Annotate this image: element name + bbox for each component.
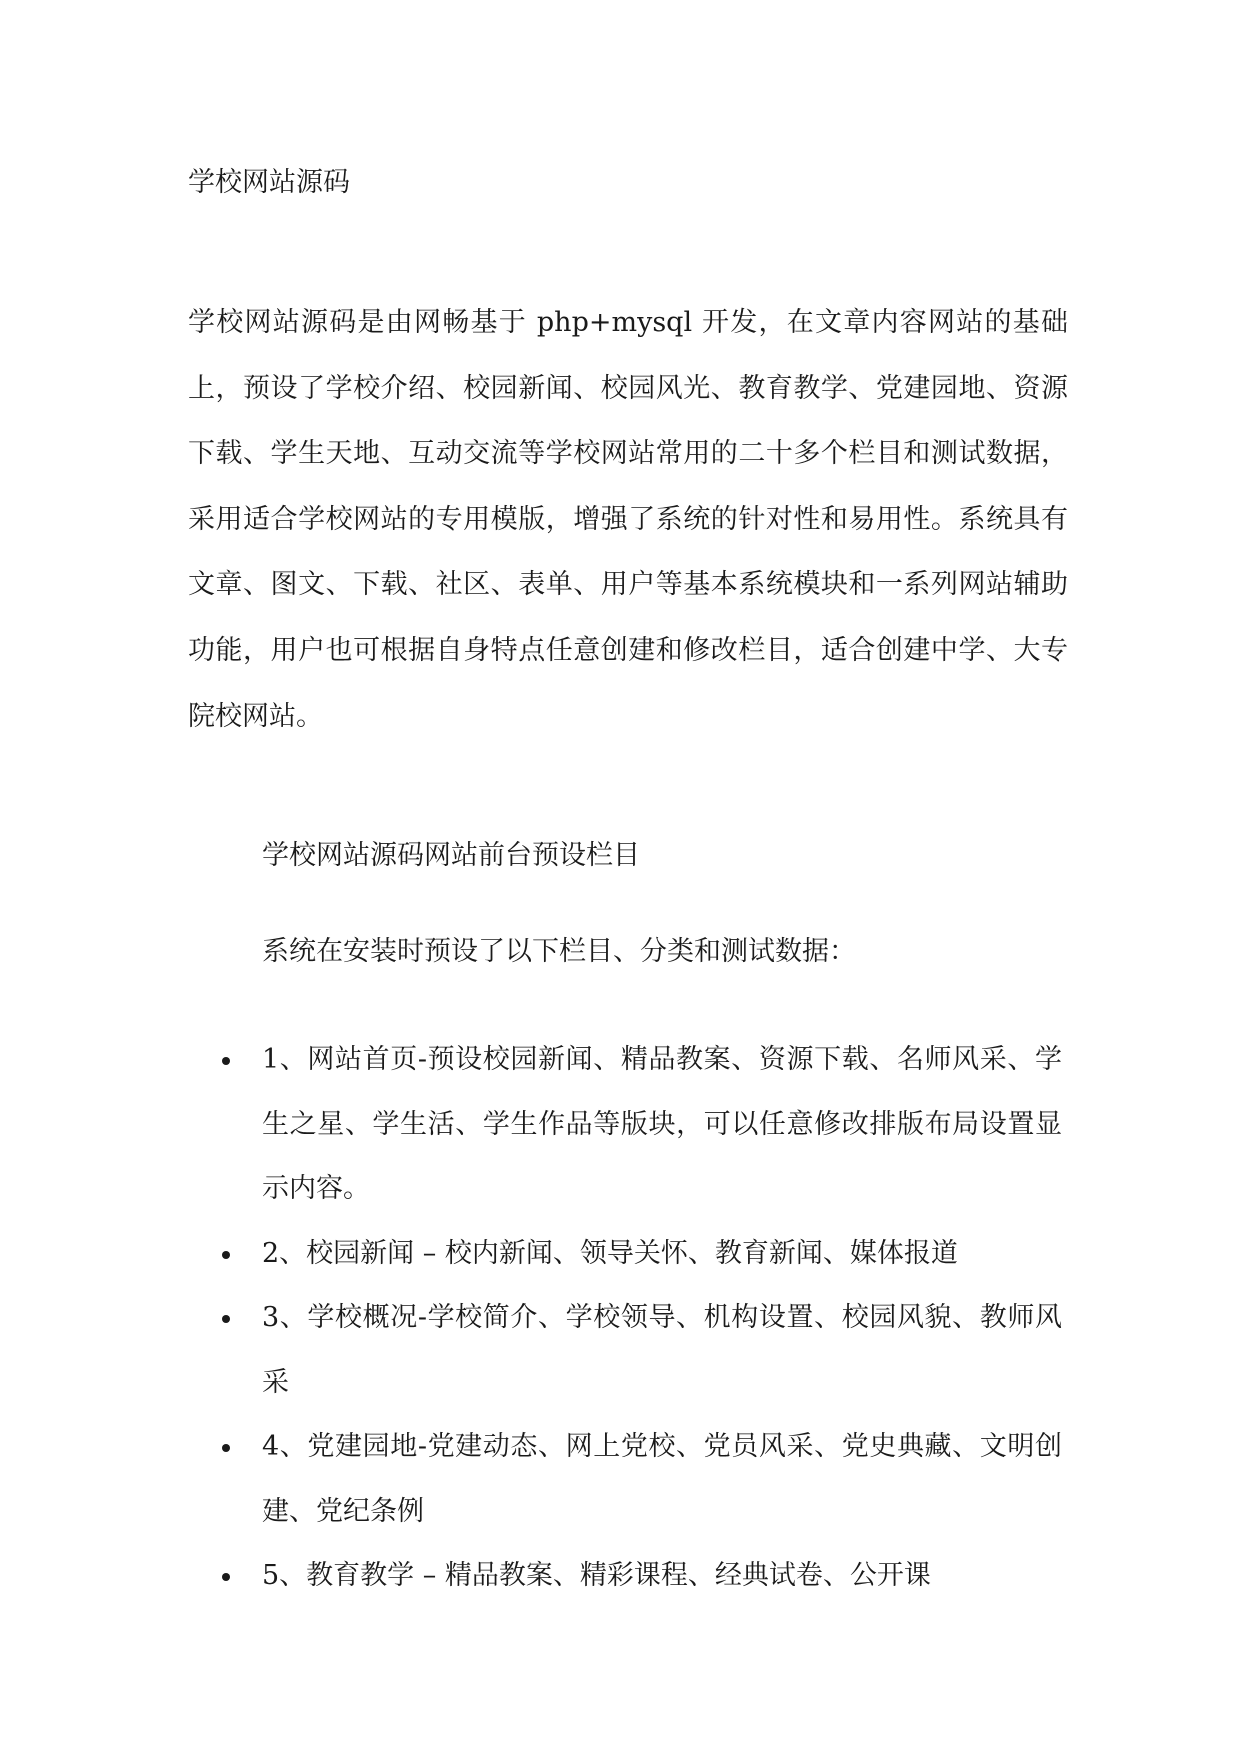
- document-title: 学校网站源码: [188, 167, 350, 198]
- list-item-text: 2、校园新闻 – 校内新闻、领导关怀、教育新闻、媒体报道: [262, 1237, 958, 1269]
- bullet-icon: [222, 1057, 230, 1065]
- list-item-text: 4、党建园地-党建动态、网上党校、党员风采、党史典藏、文明创建、党纪条例: [262, 1431, 1062, 1527]
- list-item: [0, 1028, 1062, 1222]
- list-item-text: 1、网站首页-预设校园新闻、精品教案、资源下载、名师风采、学生之星、学生活、学生作品等版块，可以任意修改排版布局设置显示内容。: [262, 1044, 1062, 1204]
- bullet-icon: [222, 1251, 230, 1259]
- list-item-text: 5、教育教学 – 精品教案、精彩课程、经典试卷、公开课: [262, 1560, 931, 1591]
- bullet-icon: [222, 1444, 230, 1452]
- list-item: [0, 1286, 1062, 1415]
- intro-paragraph: 学校网站源码是由网畅基于 php+mysql 开发，在文章内容网站的基础上，预设了学校介绍、校园新闻、校园风光、教育教学、党建园地、资源下载、学生天地、互动交流等学校网站常用的二十多个栏目和测试数据，采用适合学校网站的专用模版，增强了系统的针对性和易用性。系统具有文章、图文、下载、社区、表单、用户等基本系统模块和一系列网站辅助功能，用户也可根据自身特点任意创建和修改栏目，适合创建中学、大专院校网站。: [188, 307, 1068, 732]
- section-intro: 系统在安装时预设了以下栏目、分类和测试数据：: [262, 936, 856, 967]
- list-item: [0, 1222, 1062, 1287]
- list-item-text: 3、学校概况-学校简介、学校领导、机构设置、校园风貌、教师风采: [262, 1302, 1062, 1398]
- preset-columns-list: [0, 1028, 1241, 1609]
- section-heading: 学校网站源码网站前台预设栏目: [262, 840, 640, 871]
- list-item: [0, 1544, 1062, 1609]
- list-item: [0, 1415, 1062, 1544]
- bullet-icon: [222, 1315, 230, 1323]
- bullet-icon: [222, 1573, 230, 1581]
